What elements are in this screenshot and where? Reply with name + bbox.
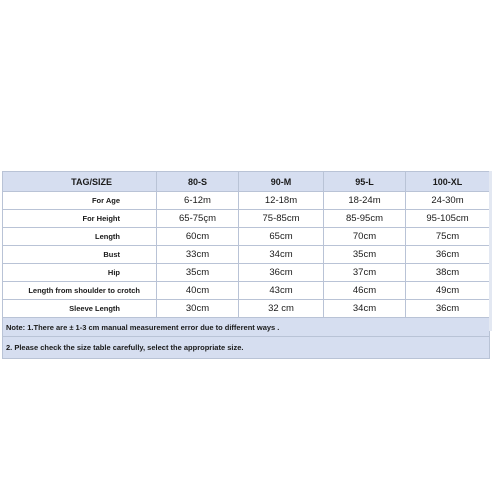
- table-cell: 36cm: [406, 300, 490, 318]
- table-cell: 60cm: [157, 228, 239, 246]
- table-cell: 65-75çm: [157, 210, 239, 228]
- table-row-for-age: [3, 192, 490, 210]
- table-cell: 35cm: [157, 264, 239, 282]
- row-label: Length from shoulder to crotch: [3, 282, 157, 300]
- header-size-90-m: 90-M: [239, 172, 324, 192]
- table-row-sleeve-length: [3, 300, 490, 318]
- table-cell: 85-95cm: [324, 210, 406, 228]
- table-cell: 70cm: [324, 228, 406, 246]
- table-cell: 36cm: [239, 264, 324, 282]
- table-cell: 35cm: [324, 246, 406, 264]
- header-size-80-s: 80-S: [157, 172, 239, 192]
- table-cell: 32 cm: [239, 300, 324, 318]
- measurement-error-note: Note: 1.There are ± 1-3 cm manual measurement error due to different ways .: [3, 318, 490, 337]
- row-label: Bust: [3, 246, 157, 264]
- table-cell: 46cm: [324, 282, 406, 300]
- table-row-length: [3, 228, 490, 246]
- table-cell: 75cm: [406, 228, 490, 246]
- table-row-hip: [3, 264, 490, 282]
- note-row-1: [3, 318, 490, 337]
- table-row-bust: [3, 246, 490, 264]
- table-header-row: [3, 172, 490, 192]
- table-cell: 12-18m: [239, 192, 324, 210]
- header-tag-size: TAG/SIZE: [3, 172, 157, 192]
- table-cell: 65cm: [239, 228, 324, 246]
- table-cell: 34cm: [324, 300, 406, 318]
- row-label: Length: [3, 228, 157, 246]
- header-size-100-xl: 100-XL: [406, 172, 490, 192]
- table-cell: 30cm: [157, 300, 239, 318]
- size-selection-note: 2. Please check the size table carefully, select the appropriate size.: [3, 337, 490, 359]
- table-cell: 95-105cm: [406, 210, 490, 228]
- table-cell: 37cm: [324, 264, 406, 282]
- note-row-2: [3, 337, 490, 359]
- row-label: For Height: [3, 210, 157, 228]
- table-cell: 38cm: [406, 264, 490, 282]
- table-cell: 36cm: [406, 246, 490, 264]
- table-cell: 6-12m: [157, 192, 239, 210]
- table-row-for-height: [3, 210, 490, 228]
- table-cell: 49cm: [406, 282, 490, 300]
- row-label: For Age: [3, 192, 157, 210]
- table-edge-shadow: [489, 171, 492, 331]
- header-size-95-l: 95-L: [324, 172, 406, 192]
- table-cell: 40cm: [157, 282, 239, 300]
- table-cell: 33cm: [157, 246, 239, 264]
- size-chart-table: [2, 171, 490, 359]
- table-cell: 34cm: [239, 246, 324, 264]
- table-cell: 18-24m: [324, 192, 406, 210]
- table-row-shoulder-to-crotch: [3, 282, 490, 300]
- row-label: Sleeve Length: [3, 300, 157, 318]
- table-cell: 24-30m: [406, 192, 490, 210]
- table-cell: 75-85cm: [239, 210, 324, 228]
- table-cell: 43cm: [239, 282, 324, 300]
- row-label: Hip: [3, 264, 157, 282]
